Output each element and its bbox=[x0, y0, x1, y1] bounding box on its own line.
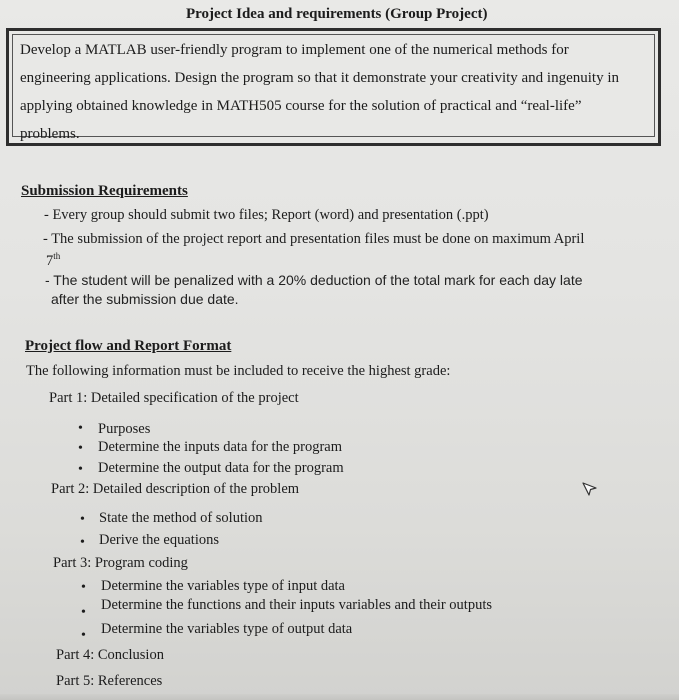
submission-line-date bbox=[46, 251, 60, 270]
part-3-title: Part 3: Program coding bbox=[53, 555, 188, 571]
submission-date-suffix: th bbox=[53, 251, 61, 261]
part-5-title: Part 5: References bbox=[56, 673, 163, 689]
part-1-title: Part 1: Detailed specification of the project bbox=[49, 390, 299, 406]
part-4-title: Part 4: Conclusion bbox=[56, 647, 164, 663]
bullet-icon: • bbox=[78, 421, 83, 436]
bullet-icon: • bbox=[80, 535, 85, 550]
project-idea-line: applying obtained knowledge in MATH505 course for the solution of practical and “real-life” bbox=[20, 98, 582, 114]
part-2-item: Derive the equations bbox=[99, 532, 219, 548]
flow-heading: Project flow and Report Format bbox=[25, 338, 232, 354]
project-idea-box bbox=[6, 28, 661, 146]
project-idea-line: Develop a MATLAB user-friendly program to implement one of the numerical methods for bbox=[20, 42, 569, 58]
part-3-item: Determine the functions and their inputs variables and their outputs bbox=[101, 597, 492, 613]
bullet-icon: • bbox=[80, 512, 85, 527]
bullet-icon: • bbox=[78, 462, 83, 477]
flow-intro: The following information must be included to receive the highest grade: bbox=[26, 363, 451, 379]
part-1-item: Determine the inputs data for the program bbox=[98, 439, 343, 455]
submission-date-number: 7 bbox=[46, 252, 54, 269]
part-2-item: State the method of solution bbox=[99, 510, 263, 526]
page-bottom-edge bbox=[0, 694, 679, 700]
submission-line: after the submission due date. bbox=[51, 291, 239, 307]
part-2-title: Part 2: Detailed description of the problem bbox=[51, 481, 300, 497]
bullet-icon: • bbox=[81, 580, 86, 595]
submission-line: - Every group should submit two files; Report (word) and presentation (.ppt) bbox=[44, 207, 489, 223]
project-idea-text bbox=[20, 36, 651, 148]
submission-heading: Submission Requirements bbox=[21, 183, 188, 199]
part-3-item: Determine the variables type of input data bbox=[101, 578, 345, 594]
bullet-icon: • bbox=[78, 441, 83, 456]
part-1-item: Determine the output data for the program bbox=[98, 460, 344, 476]
part-3-item: Determine the variables type of output data bbox=[101, 621, 353, 637]
bullet-icon: • bbox=[81, 605, 86, 620]
submission-line: - The submission of the project report and presentation files must be done on maximum April bbox=[43, 231, 585, 247]
part-1-item: Purposes bbox=[98, 421, 151, 437]
mouse-pointer-icon bbox=[581, 480, 599, 498]
page-title: Project Idea and requirements (Group Project) bbox=[186, 6, 488, 22]
project-idea-line: problems. bbox=[20, 126, 80, 142]
project-idea-line: engineering applications. Design the program so that it demonstrate your creativity and ingenuity in bbox=[20, 70, 620, 86]
submission-line: - The student will be penalized with a 20% deduction of the total mark for each day late bbox=[45, 272, 583, 288]
bullet-icon: • bbox=[81, 628, 86, 643]
